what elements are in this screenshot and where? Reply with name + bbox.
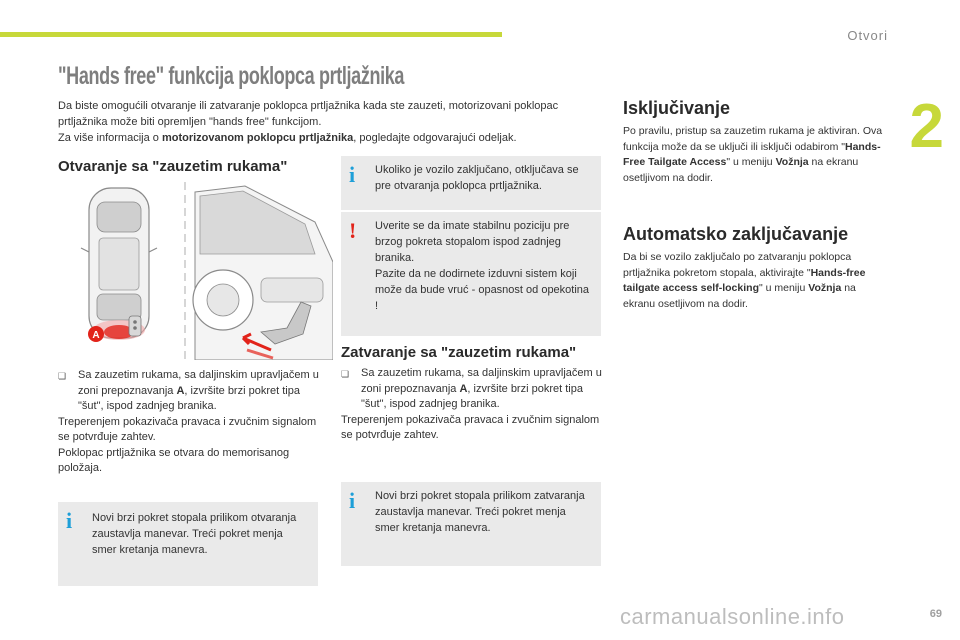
info-icon: i (349, 162, 356, 187)
chapter-number: 2 (909, 92, 944, 161)
header-accent-bar (0, 32, 502, 37)
opening-memory-text: Poklopac prtljažnika se otvara do memorisanog položaja. (58, 446, 290, 474)
warning-icon: ! (349, 218, 357, 243)
opening-confirm-text: Treperenjem pokazivača pravaca i zvučnim signalom se potvrđuje zahtev. (58, 415, 317, 443)
opening-info-box (58, 502, 318, 586)
intro-line-1: Da biste omogućili otvaranje ili zatvaranje poklopca prtljažnika kada ste zauzeti, motorizovani poklopac prtljažnika može biti opremljen "hands free" funkcijom. (58, 100, 559, 128)
opening-bullet-post: , izvršite brzi pokret tipa "šut", ispod zadnjeg branika. (78, 384, 300, 412)
autolock-text-pre: Da bi se vozilo zaključalo po zatvaranju poklopca prtljažnika pokretom stopala, aktivirajte " (623, 251, 852, 279)
autolock-text-mid: " u meniju (758, 282, 809, 294)
watermark: carmanualsonline.info (620, 604, 845, 629)
closing-info-text: Novi brzi pokret stopala prilikom zatvaranja zaustavlja manevar. Treći pokret menja smer kretanja manevra. (375, 490, 585, 534)
intro-line-2-pre: Za više informacija o (58, 132, 162, 144)
page-title: "Hands free" funkcija poklopca prtljažnika (58, 62, 405, 90)
autolock-text-post: na ekranu osetljivom na dodir. (623, 282, 856, 310)
autolock-text (623, 250, 889, 312)
deactivation-text-pre: Po pravilu, pristup sa zauzetim rukama je aktiviran. Ova funkcija može da se uključi ili isključi odabirom " (623, 125, 883, 153)
unlock-info-text: Ukoliko je vozilo zaključano, otključava se pre otvaranja poklopca prtljažnika. (375, 164, 579, 192)
autolock-heading: Automatsko zaključavanje (623, 224, 849, 244)
opening-info-text: Novi brzi pokret stopala prilikom otvaranja zaustavlja manevar. Treći pokret menja smer kretanja manevra. (92, 512, 297, 556)
unlock-info-box (341, 156, 601, 210)
closing-bullet-post: , izvršite brzi pokret tipa "šut", ispod zadnjeg branika. (361, 382, 583, 410)
closing-bullet (341, 366, 603, 413)
safety-warning-box (341, 212, 601, 336)
intro-paragraph (58, 98, 598, 146)
info-icon: i (66, 508, 73, 533)
opening-bullet (58, 368, 320, 415)
closing-heading: Zatvaranje sa "zauzetim rukama" (341, 344, 577, 361)
safety-warning-text (375, 218, 593, 314)
opening-bullet-bold: A (176, 384, 185, 397)
zone-a-badge (88, 326, 104, 342)
section-title: Otvori (847, 28, 888, 43)
deactivation-heading: Isključivanje (623, 98, 731, 118)
deactivation-text-mid: " u meniju (726, 156, 776, 168)
deactivation-menu-name: Vožnja (775, 156, 809, 168)
deactivation-text (623, 124, 889, 186)
closing-bullet-pre: Sa zauzetim rukama, sa daljinskim upravljačem u zoni prepoznavanja (361, 367, 602, 395)
deactivation-text-post: na ekranu osetljivom na dodir. (623, 156, 859, 184)
tailgate-illustration (75, 182, 333, 360)
closing-bullet-bold: A (459, 382, 468, 395)
closing-confirm-text: Treperenjem pokazivača pravaca i zvučnim signalom se potvrđuje zahtev. (341, 413, 600, 441)
safety-warning-text-1: Uverite se da imate stabilnu poziciju pre brzog pokreta stopalom ispod zadnjeg branika. (375, 220, 570, 264)
intro-line-2-post: , pogledajte odgovarajući odeljak. (353, 132, 517, 144)
page-number: 69 (929, 608, 942, 620)
autolock-menu-name: Vožnja (808, 282, 842, 294)
opening-bullet-text (78, 368, 320, 415)
bullet-icon: ❏ (341, 369, 350, 379)
deactivation-menu-option: Hands-Free Tailgate Access (623, 140, 881, 168)
closing-info-box (341, 482, 601, 566)
key-fob-icon (129, 316, 141, 336)
opening-text (58, 368, 320, 477)
autolock-menu-option: Hands-free tailgate access self-locking (623, 266, 866, 294)
info-icon: i (349, 488, 356, 513)
intro-line-2-bold: motorizovanom poklopcu prtljažnika (161, 132, 354, 144)
opening-heading: Otvaranje sa "zauzetim rukama" (58, 158, 288, 175)
closing-text (341, 366, 603, 444)
bullet-icon: ❏ (58, 371, 67, 381)
zone-a-label: A (92, 330, 100, 341)
safety-warning-text-2: Pazite da ne dodirnete izduvni sistem koji može da bude vruć - opasnost od opekotina ! (375, 268, 590, 312)
closing-bullet-text (361, 366, 603, 413)
opening-bullet-pre: Sa zauzetim rukama, sa daljinskim upravljačem u zoni prepoznavanja (78, 369, 319, 397)
car-top-view (81, 188, 157, 340)
